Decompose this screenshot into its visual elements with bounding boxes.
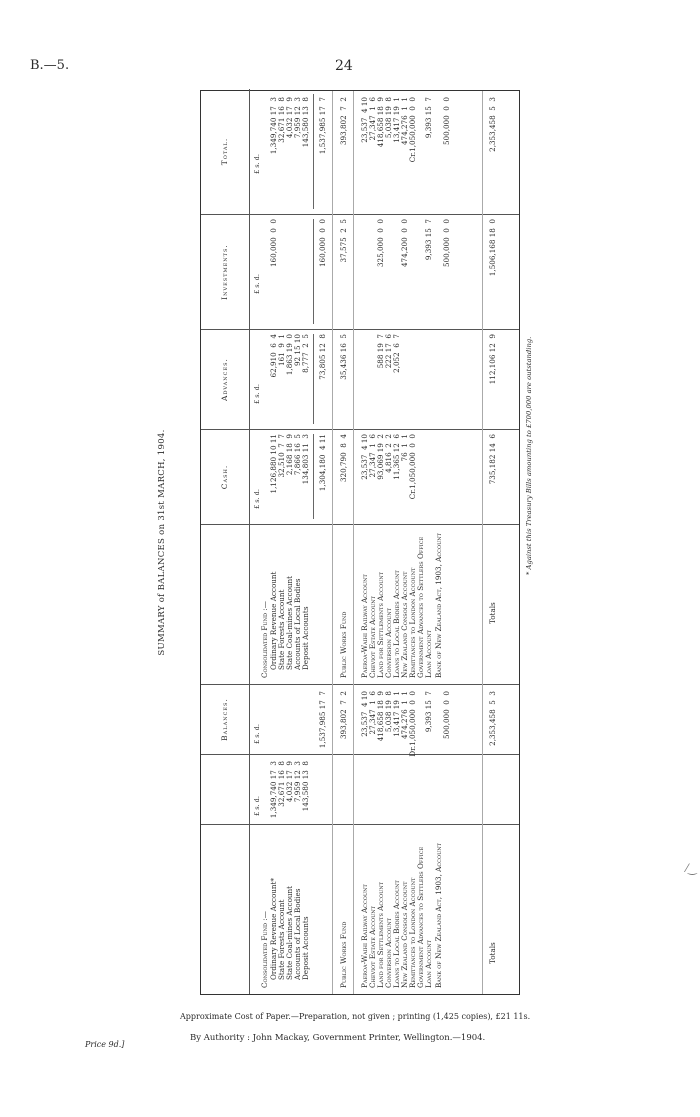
total-value: 32,671 16 8 [277,97,286,143]
advances-subtotal: 73,805 12 8 [318,334,327,380]
price-note: Price 9d.] [85,1040,125,1049]
left-other-amount: 13,417 19 1 [392,691,401,737]
cash-value: 32,510 7 7 [277,434,286,478]
advances-value: 1,863 19 0 [285,334,294,376]
page-number: 24 [335,58,353,74]
right-other-label: New Zealand Consols Account [400,571,409,678]
table-grid: Balances. Cash. Advances. Investments. Total. £ s. d. £ s. d. £ s. d. £ s. d. £ s. d. £ s. d. Consolidated Fund :— Ordinary Revenue Account* State Forests Account State Coal-mines Account Accounts of Local Bodies Deposit Accounts 1,349,740 17 3 32,671 16 8 4,032 17 9 7,959 12 3 143,580 13 8 1,537,985 17 7 Public Works Fund 393,802 7 2 Paeroa-Waihi Railway Account Cheviot Estate Account Land for Settlements Account Conversion Account Loans to Local Bodies Account New Zealand Consols Account Remittances to London Account Government Advances to Settlers Office Loan Account Bank of New Zealand Act, 1903, Account 23,537 4 10 27,347 1 6 418,658 18 9 5,038 19 8 13,417 19 1 474,276 1 1 Dr.1,050,000 0 0 9,393 15 7 500,000 0 0 Totals 2,353,458 5 3 Consolidated Fund :— Ordinary Revenue Account State Forests Account State Coal-mines Account Accounts of Local Bodies Deposit Accounts 1,126,880 10 11 32,510 7 7 2,168 18 9 7,866 16 5 134,803 11 3 62,910 6 4 161 9 1 1,863 19 0 92 15 10 8,777 2 5 160,000 0 0 1,349,740 17 3 32,671 16 8 4,032 17 9 7,959 12 3 143,580 13 8 1,304,180 4 11 73,805 12 8 160,000 0 0 1,537,985 17 7 Public Works Fund 320,790 8 4 35,436 16 5 37,575 2 5 393,802 7 2 Paeroa-Waihi Railway Account Cheviot Estate Account Land for Settlements Account Conversion Account Loans to Local Bodies Account New Zealand Consols Account Remittances to London Account Government Advances to Settlers Office Loan Account Bank of New Zealand Act, 1903, Account 23,537 4 10 27,347 1 6 93,069 19 2 4,816 2 2 11,365 12 6 76 1 1 Cr.1,050,000 0 0 588 19 7 222 17 6 2,052 6 7 325,000 0 0 474,200 0 0 9,393 15 7 500,000 0 0 23,537 4 10 27,347 1 6 418,658 18 9 5,038 19 8 13,417 19 1 474,276 1 1 Cr.1,050,000 0 0 9,393 15 7 500,000 0 0 Totals 735,182 14 6 112,106 12 9 1,506,168 18 0 2,353,458 5 3 [200,90,520,995]
left-other-amount: Dr.1,050,000 0 0 [408,691,417,757]
left-other-label: Land for Settlements Account [376,881,385,988]
col-advances: Advances. [201,329,519,429]
right-other-label: Paeroa-Waihi Railway Account [360,574,369,678]
investments-value: 160,000 0 0 [269,219,278,268]
left-other-label: New Zealand Consols Account [400,881,409,988]
total-value: 143,580 13 8 [301,97,310,148]
total-value: 500,000 0 0 [442,97,451,146]
left-item-label: Ordinary Revenue Account* [269,877,278,980]
cash-value: 23,537 4 10 [360,434,369,480]
left-public-works-amount: 393,802 7 2 [339,691,348,740]
left-totals-amount: 2,353,458 5 3 [488,691,497,746]
left-item-amount: 7,959 12 3 [293,761,302,803]
cash-value: 320,790 8 4 [339,434,348,483]
cash-value: 93,069 19 2 [376,434,385,480]
investments-value: 37,575 2 5 [339,219,348,263]
left-other-label: Government Advances to Settlers Office Loan Account [416,846,434,988]
left-item-label: Accounts of Local Bodies [293,888,302,980]
cash-value: Cr.1,050,000 0 0 [408,434,417,500]
total-value: 13,417 19 1 [392,97,401,143]
total-subtotal: 1,537,985 17 7 [318,97,327,155]
left-other-label: Cheviot Estate Account [368,905,377,988]
left-other-label: Bank of New Zealand Act, 1903, Account [434,842,443,988]
left-item-amount: 4,032 17 9 [285,761,294,803]
right-public-works-label: Public Works Fund [339,611,348,678]
total-value: 23,537 4 10 [360,97,369,143]
right-other-label: Remittances to London Account [408,567,417,678]
total-value: 1,349,740 17 3 [269,97,278,155]
advances-value: 8,777 2 5 [301,334,310,373]
left-other-label: Loans to Local Bodies Account [392,880,401,988]
right-other-label: Government Advances to Settlers Office Loan Account [416,536,434,678]
left-other-amount: 5,038 19 8 [384,691,393,733]
total-value: 474,276 1 1 [400,97,409,146]
investments-grand-total: 1,506,168 18 0 [488,219,497,277]
table-title: SUMMARY of BALANCES on 31st MARCH, 1904. [157,429,167,656]
grand-total: 2,353,458 5 3 [488,97,497,152]
total-value: 393,802 7 2 [339,97,348,146]
left-other-label: Conversion Account [384,917,393,988]
left-item-amount: 32,671 16 8 [277,761,286,807]
cash-grand-total: 735,182 14 6 [488,434,497,485]
cash-value: 76 1 1 [400,434,409,462]
left-consolidated-heading: Consolidated Fund :— [260,911,269,988]
left-other-amount: 27,347 1 6 [368,691,377,735]
cash-value: 134,803 11 3 [301,434,310,485]
advances-value: 92 15 10 [293,334,302,367]
total-value: 9,393 15 7 [424,97,433,139]
advances-value: 2,052 6 7 [392,334,401,373]
right-other-label: Loans to Local Bodies Account [392,570,401,678]
left-item-label: State Coal-mines Account [285,885,294,980]
page-reference: B.—5. [30,58,70,73]
cash-value: 1,126,880 10 11 [269,434,278,494]
col-investments: Investments. [201,214,519,329]
right-item-label: State Forests Account [277,589,286,670]
right-item-label: Accounts of Local Bodies [293,578,302,670]
total-value: 27,347 1 6 [368,97,377,141]
advances-grand-total: 112,106 12 9 [488,334,497,385]
investments-value: 474,200 0 0 [400,219,409,268]
margin-mark: ⁄‿ [686,862,697,875]
col-cash: Cash. [201,429,519,524]
table-footnote: * Against this Treasury Bills amounting to £700,000 are outstanding. [525,336,533,575]
cash-value: 27,347 1 6 [368,434,377,478]
col-total: Total. [201,89,519,214]
left-item-amount: 1,349,740 17 3 [269,761,278,819]
cash-value: 11,365 12 6 [392,434,401,480]
right-other-label: Conversion Account [384,607,393,678]
authority-line: By Authority : John Mackay, Government Printer, Wellington.—1904. [190,1033,486,1043]
left-item-label: Deposit Accounts [301,916,310,980]
total-value: 5,038 19 8 [384,97,393,139]
left-other-amount: 9,393 15 7 [424,691,433,733]
right-item-label: Deposit Accounts [301,606,310,670]
total-value: 4,032 17 9 [285,97,294,139]
investments-subtotal: 160,000 0 0 [318,219,327,268]
advances-value: 62,910 6 4 [269,334,278,378]
investments-value: 9,393 15 7 [424,219,433,261]
cash-value: 4,816 2 2 [384,434,393,473]
left-item-label: State Forests Account [277,899,286,980]
total-value: 7,959 12 3 [293,97,302,139]
col-left-amount [201,754,519,824]
left-other-amount: 500,000 0 0 [442,691,451,740]
investments-value: 325,000 0 0 [376,219,385,268]
cost-note: Approximate Cost of Paper.—Preparation, not given ; printing (1,425 copies), £21 11s. [180,1012,531,1021]
right-other-label: Cheviot Estate Account [368,595,377,678]
right-other-label: Bank of New Zealand Act, 1903, Account [434,532,443,678]
left-public-works-label: Public Works Fund [339,921,348,988]
right-item-label: Ordinary Revenue Account [269,571,278,670]
cash-value: 2,168 18 9 [285,434,294,476]
left-other-label: Paeroa-Waihi Railway Account [360,884,369,988]
advances-value: 35,436 16 5 [339,334,348,380]
left-totals-label: Totals [488,942,497,964]
right-other-label: Land for Settlements Account [376,571,385,678]
advances-value: 588 19 7 [376,334,385,369]
cash-subtotal: 1,304,180 4 11 [318,434,327,492]
right-totals-label: Totals [488,602,497,624]
right-item-label: State Coal-mines Account [285,575,294,670]
investments-value: 500,000 0 0 [442,219,451,268]
left-other-label: Remittances to London Account [408,877,417,988]
right-consolidated-heading: Consolidated Fund :— [260,601,269,678]
left-other-amount: 418,658 18 9 [376,691,385,742]
left-consolidated-total: 1,537,985 17 7 [318,691,327,749]
left-item-amount: 143,580 13 8 [301,761,310,812]
advances-value: 161 9 1 [277,334,286,367]
advances-value: 222 17 6 [384,334,393,369]
left-other-amount: 23,537 4 10 [360,691,369,737]
col-balances: Balances. [201,684,519,754]
summary-table [157,90,533,995]
cash-value: 7,866 16 5 [293,434,302,476]
total-value: 418,658 18 9 [376,97,385,148]
total-value: Cr.1,050,000 0 0 [408,97,417,163]
left-other-amount: 474,276 1 1 [400,691,409,740]
